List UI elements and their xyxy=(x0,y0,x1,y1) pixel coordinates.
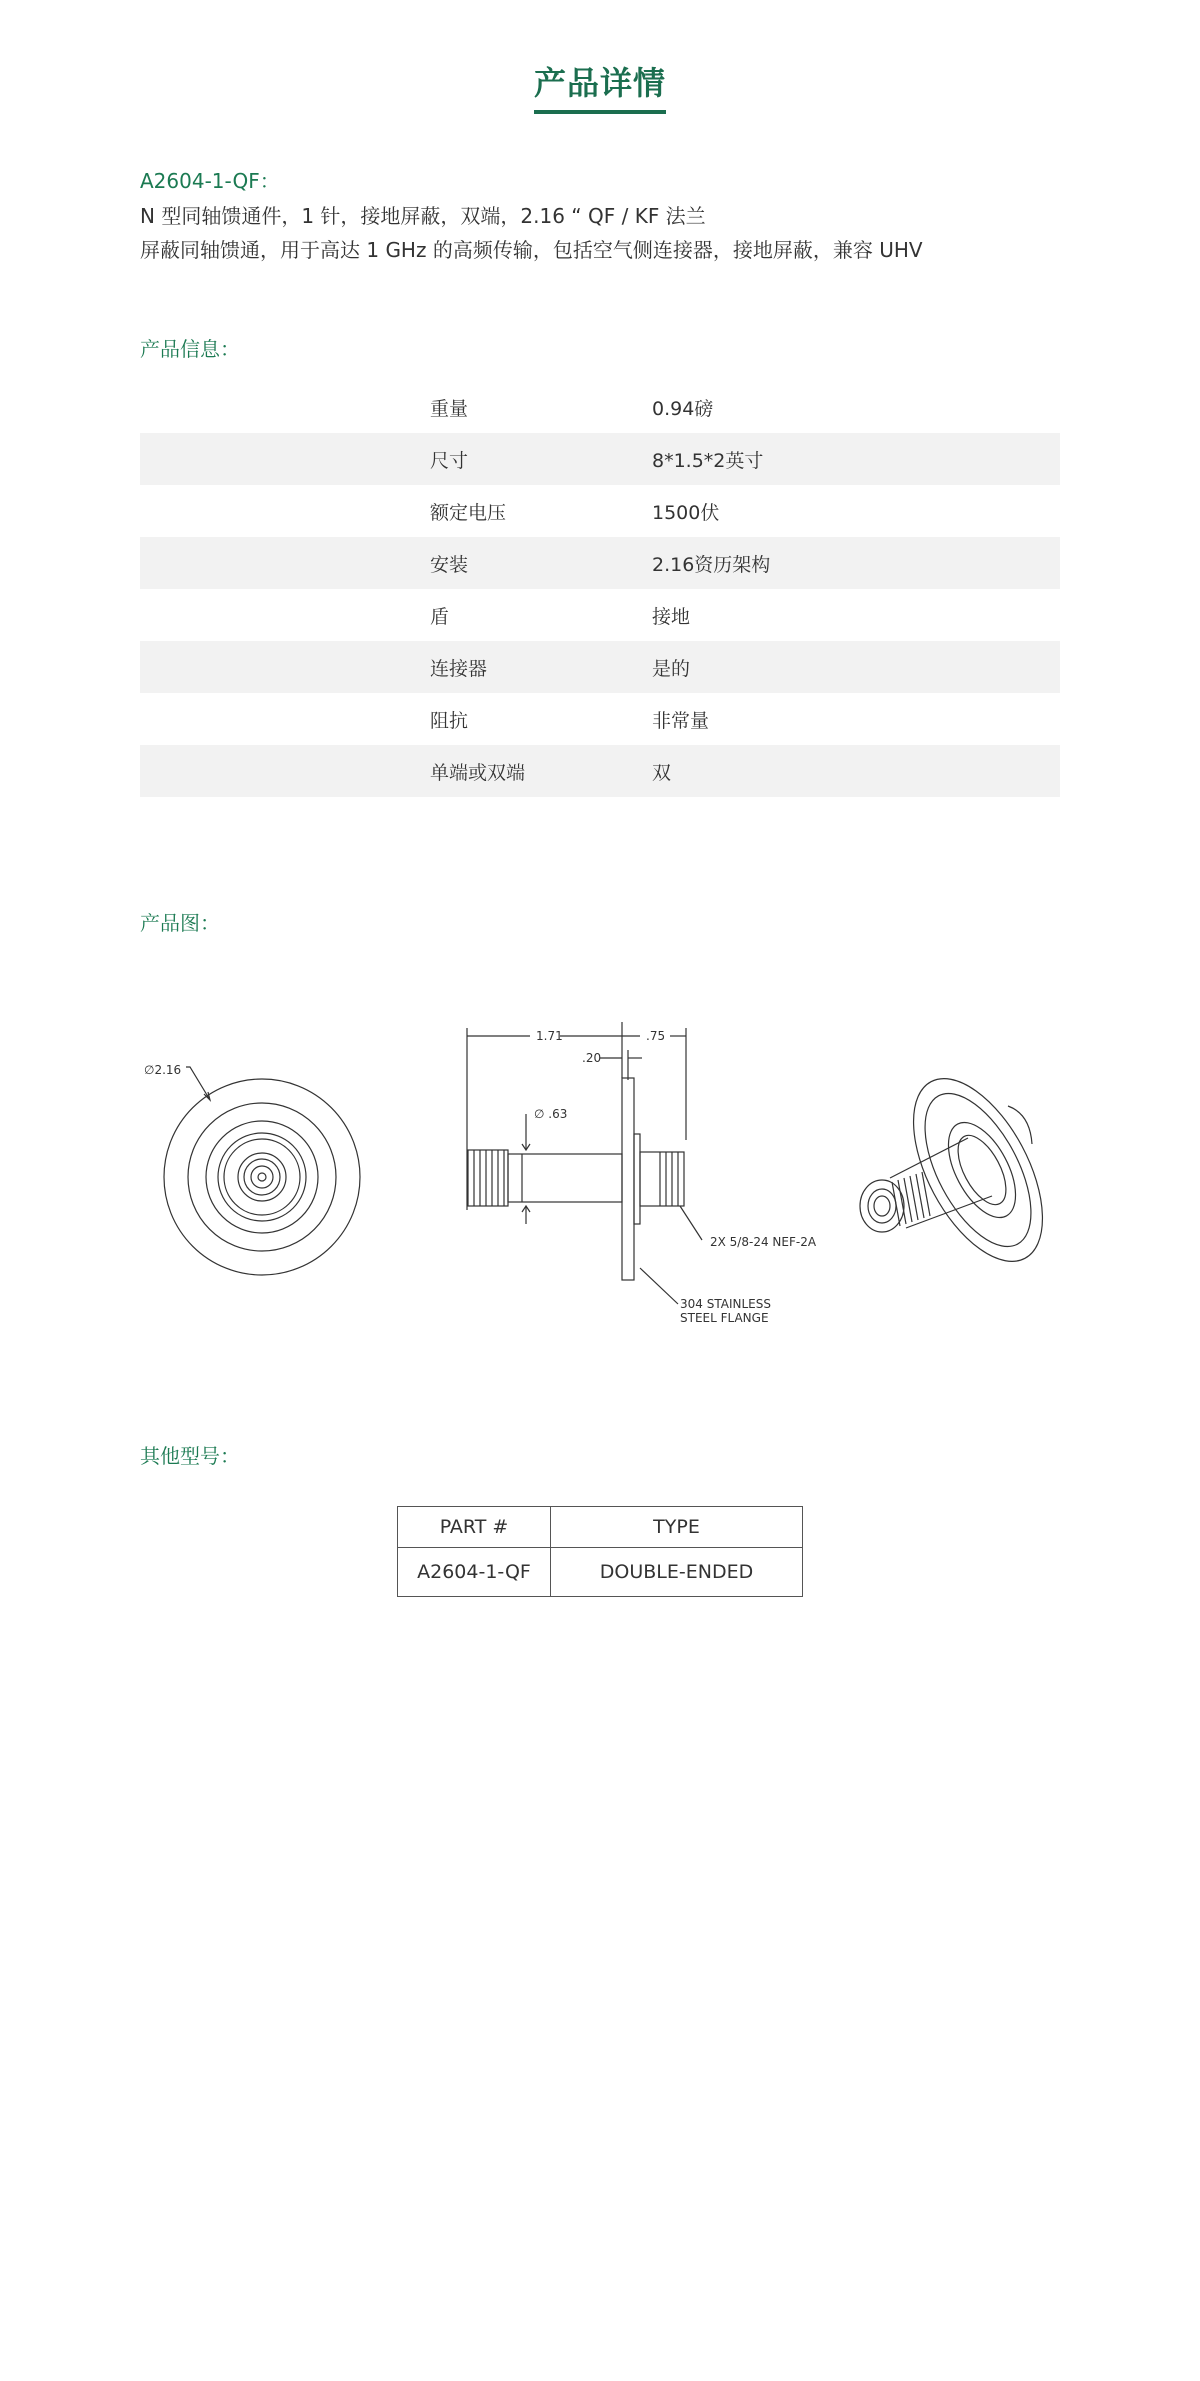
page-title: 产品详情 xyxy=(534,58,666,114)
product-description-line-1: N 型同轴馈通件，1 针，接地屏蔽，双端，2.16 “ QF / KF 法兰 xyxy=(140,204,706,228)
spec-key: 连接器 xyxy=(140,641,652,693)
product-info-label: 产品信息： xyxy=(140,337,240,361)
spec-key: 阻抗 xyxy=(430,709,469,732)
header-part-number: PART # xyxy=(398,1507,551,1548)
length-dimension-label: 1.71 xyxy=(536,1029,563,1043)
product-info-table xyxy=(140,381,1060,797)
spec-value: 接地 xyxy=(652,605,691,628)
spec-value: 非常量 xyxy=(652,709,710,732)
spec-key: 重量 xyxy=(430,397,469,420)
connector-length-label: .75 xyxy=(646,1029,666,1043)
table-row xyxy=(140,485,1060,537)
flange-thickness-label: .20 xyxy=(582,1051,602,1065)
header-type: TYPE xyxy=(551,1507,803,1548)
product-description-line-2: 屏蔽同轴馈通，用于高达 1 GHz 的高频传输，包括空气侧连接器，接地屏蔽，兼容 UHV xyxy=(140,238,923,262)
spec-value: 8*1.5*2英寸 xyxy=(652,433,1060,485)
other-models-label: 其他型号： xyxy=(140,1444,240,1468)
tube-diameter-label: ∅ .63 xyxy=(534,1107,568,1121)
product-drawing-label: 产品图： xyxy=(140,911,220,935)
spec-key: 额定电压 xyxy=(430,501,507,524)
product-technical-drawing xyxy=(130,1010,1070,1340)
front-view xyxy=(164,1067,360,1275)
table-row xyxy=(140,745,1060,797)
model-part-number: A2604-1-QF xyxy=(398,1548,551,1597)
table-row xyxy=(140,537,1060,589)
flange-material-line-1: 304 STAINLESS xyxy=(680,1297,771,1311)
flange-material-line-2: STEEL FLANGE xyxy=(680,1311,769,1325)
table-row xyxy=(140,433,1060,485)
spec-value: 2.16资历架构 xyxy=(652,537,1060,589)
model-type: DOUBLE-ENDED xyxy=(551,1548,803,1597)
front-diameter-label: ∅2.16 xyxy=(144,1063,182,1077)
spec-value: 1500伏 xyxy=(652,501,720,524)
page-title-wrap xyxy=(0,58,1200,114)
other-models-table xyxy=(397,1506,803,1597)
table-row xyxy=(398,1548,803,1597)
table-row xyxy=(140,693,1060,745)
table-header-row xyxy=(398,1507,803,1548)
spec-key: 尺寸 xyxy=(140,433,652,485)
spec-value: 是的 xyxy=(652,641,1060,693)
table-row xyxy=(140,641,1060,693)
spec-key: 盾 xyxy=(430,605,450,628)
product-model-label: A2604-1-QF： xyxy=(140,169,280,193)
spec-key: 单端或双端 xyxy=(140,745,652,797)
table-row xyxy=(140,381,1060,433)
table-row xyxy=(140,589,1060,641)
spec-key: 安装 xyxy=(140,537,652,589)
spec-value: 双 xyxy=(652,745,1060,797)
isometric-view xyxy=(860,1058,1069,1282)
thread-spec-label: 2X 5/8-24 NEF-2A xyxy=(710,1235,817,1249)
spec-value: 0.94磅 xyxy=(652,397,714,420)
